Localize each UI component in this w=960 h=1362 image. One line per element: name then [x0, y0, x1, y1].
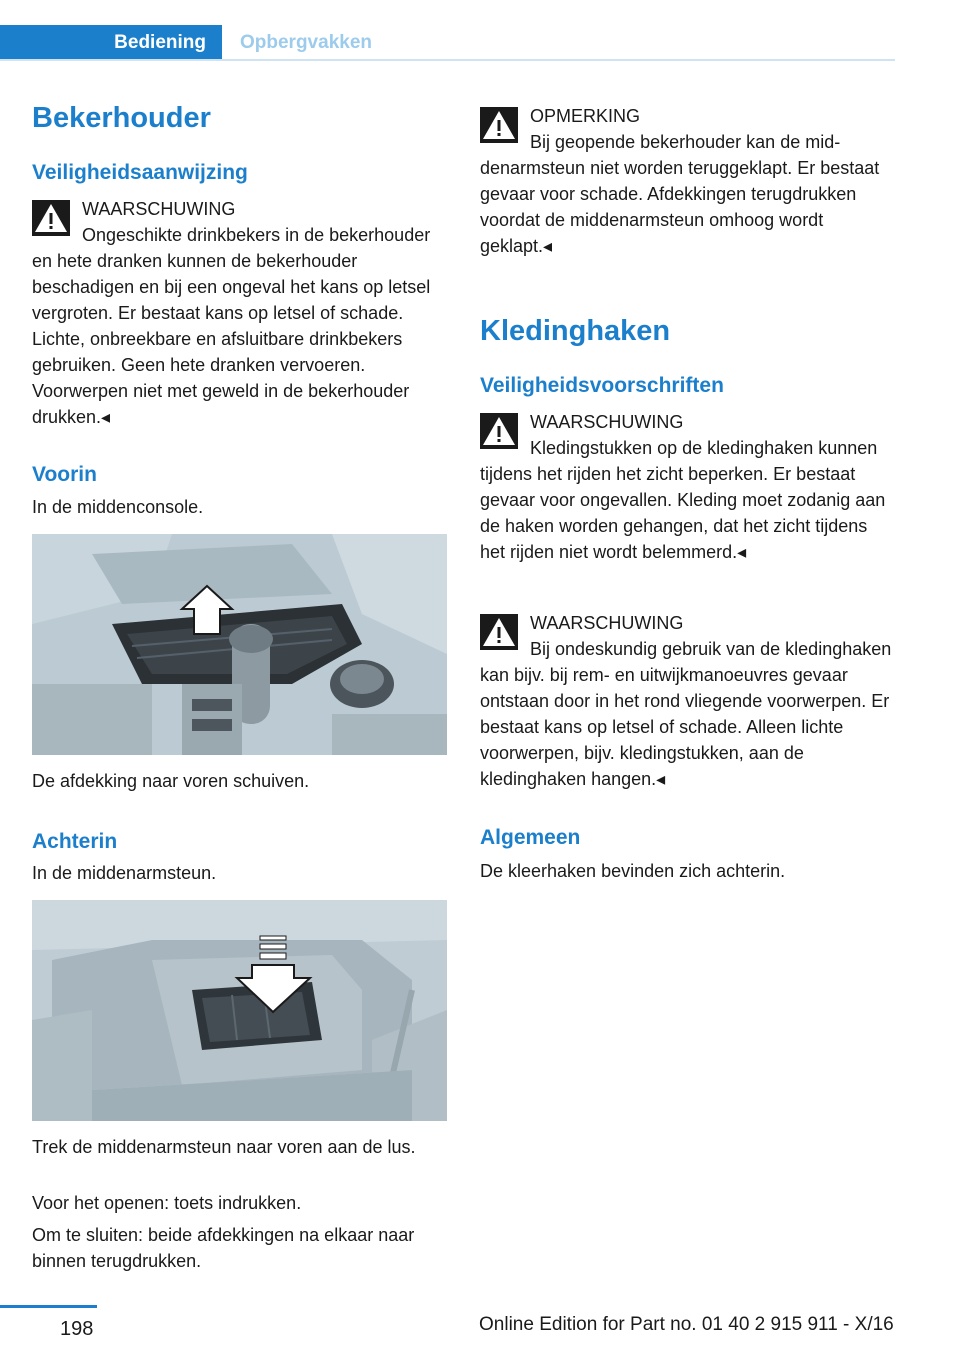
tab-bediening[interactable]: Bediening: [0, 25, 222, 61]
rear-armrest-illustration: [32, 900, 447, 1121]
footer-accent-line: [0, 1305, 97, 1308]
voorin-caption: De afdekking naar voren schuiven.: [32, 771, 310, 791]
section-heading-safety: Veiligheidsaanwijzing: [32, 161, 248, 184]
warning-text: Ongeschikte drinkbekers in de bekerhouder en hete dranken kunnen de bekerhouder beschadigen en bij een ongeval het kans op letsel vergroten. Er bestaat kans op letsel of schade. Lichte, onbreekbare en afsluitbare drinkbekers gebruiken. Geen hete dranken vervoeren. Voorwerpen niet met geweld in de bekerhouder drukken.◂: [32, 225, 431, 427]
section-heading-voorin: Voorin: [32, 463, 97, 486]
center-console-illustration: [32, 534, 447, 755]
section-heading-algemeen: Algemeen: [480, 826, 581, 849]
photo-center-console-cupholder: [32, 534, 447, 755]
photo-rear-armrest-cupholder: [32, 900, 447, 1121]
page-title-bekerhouder: Bekerhouder: [32, 102, 211, 134]
section-heading-achterin: Achterin: [32, 830, 118, 853]
note-text: Bij geopende bekerhouder kan de middenarmsteun niet worden teruggeklapt. Er bestaat gevaar voor schade. Afdekkingen terugdrukken voordat de middenarmsteun omhoog wordt geklapt.◂: [480, 132, 880, 256]
achterin-step-1: Trek de middenarmsteun naar voren aan de lus.: [32, 1137, 416, 1157]
voorin-intro: In de middenconsole.: [32, 497, 204, 517]
warning-text: Kledingstukken op de kledinghaken kunnen tijdens het rijden het zicht beperken. Er bestaat gevaar voor ongevallen. Kleding moet zodanig aan de haken worden gehangen, dat het zicht tijdens het rijden niet wordt belemmerd.◂: [480, 438, 886, 562]
achterin-step-2: Voor het openen: toets indrukken.: [32, 1193, 302, 1213]
warning-text: Bij ondeskundig gebruik van de kledinghaken kan bijv. bij rem- en uitwijkmanoeuvres gevaar ontstaan door in het rond vliegende voorwerpen. Er bestaat kans op letsel of schade. Alleen lichte voorwerpen, bijv. kledingstukken, aan de kledinghaken hangen.◂: [480, 639, 892, 789]
algemeen-text: De kleerhaken bevinden zich achterin.: [480, 861, 786, 881]
page-number: 198: [60, 1318, 94, 1340]
warning-label: WAARSCHUWING: [530, 412, 684, 432]
note-label: OPMERKING: [530, 106, 641, 126]
warning-label: WAARSCHUWING: [530, 613, 684, 633]
page-title-kledinghaken: Kledinghaken: [480, 315, 671, 347]
section-heading-safety-rules: Veiligheidsvoorschriften: [480, 374, 724, 397]
header-divider: [0, 59, 895, 61]
warning-label: WAARSCHUWING: [82, 199, 236, 219]
footer-edition: Online Edition for Part no. 01 40 2 915 911 - X/16: [479, 1314, 894, 1335]
tab-opbergvakken[interactable]: Opbergvakken: [240, 32, 372, 53]
header-bar: [0, 25, 895, 61]
achterin-intro: In de middenarmsteun.: [32, 863, 217, 883]
achterin-step-3: Om te sluiten: beide afdekkingen na elkaar naar binnen terugdrukken.: [32, 1225, 415, 1271]
